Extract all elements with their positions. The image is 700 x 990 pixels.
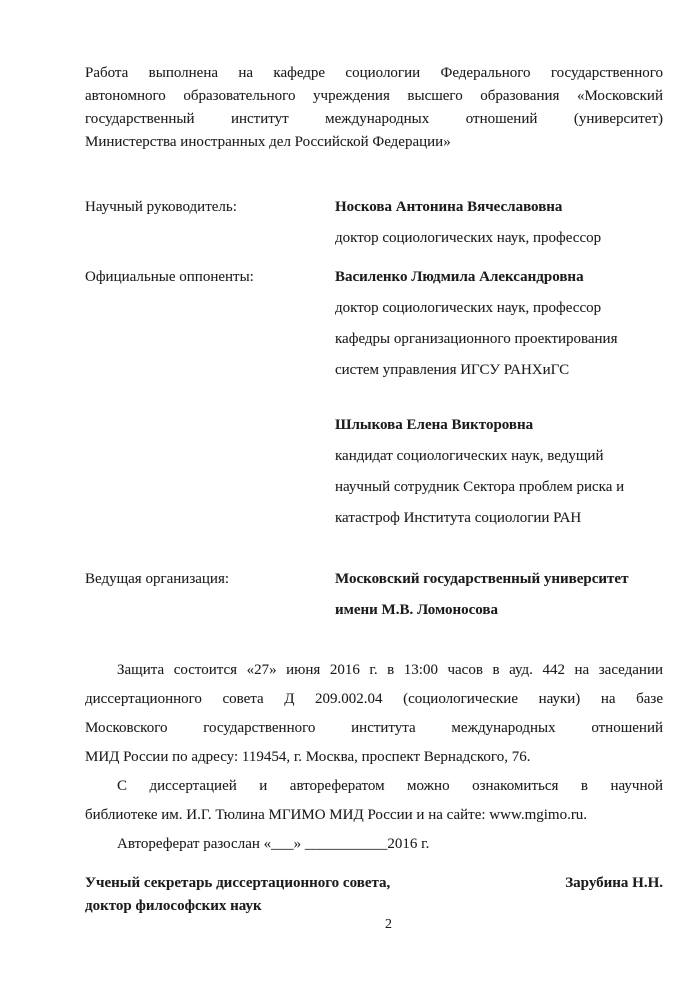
opponent-2-value bbox=[335, 410, 663, 534]
distribution-paragraph bbox=[85, 830, 663, 859]
secretary-title bbox=[85, 872, 390, 918]
leading-organization-name: имени М.В. Ломоносова bbox=[335, 602, 499, 618]
supervisor-row bbox=[85, 192, 663, 254]
secretary-title-line: Ученый секретарь диссертационного совета, bbox=[85, 875, 391, 891]
opponent-row-2 bbox=[85, 410, 663, 534]
opponent-2-detail: кандидат социологических наук, ведущий bbox=[335, 448, 604, 464]
opponent-1-detail: доктор социологических наук, профессор bbox=[335, 300, 602, 316]
opponent-2-detail: научный сотрудник Сектора проблем риска и bbox=[335, 479, 625, 495]
supervisor-label: Научный руководитель: bbox=[85, 199, 237, 215]
intro-line: Министерства иностранных дел Российской Федерации» bbox=[85, 134, 451, 150]
leading-organization-label: Ведущая организация: bbox=[85, 571, 230, 587]
opponent-2-name: Шлыкова Елена Викторовна bbox=[335, 417, 534, 433]
leading-organization-row bbox=[85, 564, 663, 626]
supervisor-value bbox=[335, 192, 663, 254]
secretary-title-line: доктор философских наук bbox=[85, 898, 262, 914]
page-number: 2 bbox=[385, 917, 392, 932]
intro-paragraph bbox=[85, 62, 663, 154]
leading-organization-value bbox=[335, 564, 663, 626]
intro-line: автономного образовательного учреждения высшего образования «Московский bbox=[85, 88, 663, 104]
distribution-line: Автореферат разослан «___» ___________2016 г. bbox=[117, 836, 430, 852]
opponent-1-detail: кафедры организационного проектирования bbox=[335, 331, 618, 347]
opponents-label: Официальные оппоненты: bbox=[85, 269, 254, 285]
intro-line: Работа выполнена на кафедре социологии Федерального государственного bbox=[85, 65, 663, 81]
opponent-1-value bbox=[335, 262, 663, 386]
opponent-1-name: Василенко Людмила Александровна bbox=[335, 269, 584, 285]
defense-paragraph bbox=[85, 656, 663, 772]
secretary-name: Зарубина Н.Н. bbox=[565, 875, 663, 891]
library-line: С диссертацией и авторефератом можно ознакомиться в научной bbox=[117, 778, 663, 794]
defense-line: диссертационного совета Д 209.002.04 (социологические науки) на базе bbox=[85, 691, 663, 707]
opponent-1-detail: систем управления ИГСУ РАНХиГС bbox=[335, 362, 570, 378]
defense-line: Московского государственного института международных отношений bbox=[85, 720, 663, 736]
opponent-row-1 bbox=[85, 262, 663, 386]
library-line: библиотеке им. И.Г. Тюлина МГИМО МИД России и на сайте: www.mgimo.ru. bbox=[85, 807, 588, 823]
leading-organization-name: Московский государственный университет bbox=[335, 571, 629, 587]
supervisor-detail: доктор социологических наук, профессор bbox=[335, 230, 602, 246]
supervisor-name: Носкова Антонина Вячеславовна bbox=[335, 199, 563, 215]
library-paragraph bbox=[85, 772, 663, 830]
defense-line: МИД России по адресу: 119454, г. Москва, проспект Вернадского, 76. bbox=[85, 749, 531, 765]
secretary-block bbox=[85, 872, 663, 918]
opponent-2-detail: катастроф Института социологии РАН bbox=[335, 510, 582, 526]
intro-line: государственный институт международных отношений (университет) bbox=[85, 111, 663, 127]
defense-line: Защита состоится «27» июня 2016 г. в 13:00 часов в ауд. 442 на заседании bbox=[117, 662, 663, 678]
